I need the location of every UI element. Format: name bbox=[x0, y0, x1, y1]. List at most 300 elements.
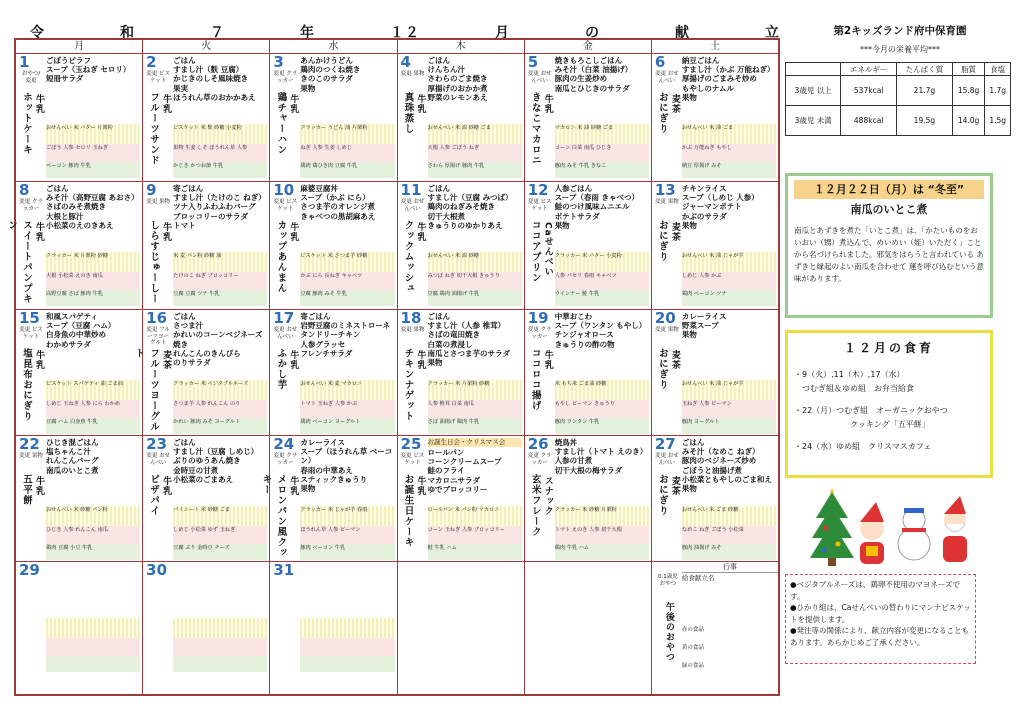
nutrition-value: 3歳児 未満 bbox=[786, 106, 841, 136]
day-number: 1 bbox=[19, 53, 30, 71]
event-banner: お誕生日会・クリスマス会 bbox=[428, 438, 522, 447]
lunch-item: 納豆ごはん bbox=[681, 56, 720, 65]
afternoon-snack: フルーツサンド bbox=[148, 92, 160, 166]
lunch-item: 焼きもろこしごはん bbox=[554, 56, 623, 65]
header-char: 献 bbox=[675, 25, 690, 41]
afternoon-snack: 塩昆布おにぎり bbox=[21, 348, 32, 422]
day-number: 12 bbox=[527, 181, 549, 199]
lunch-item: 白身魚の中華炒め bbox=[46, 330, 106, 340]
lunch-item: さつま芋のオレンジ煮 bbox=[300, 202, 375, 212]
lunch-item: すまし汁（豆腐 しめじ） bbox=[173, 447, 259, 457]
lunch-item: 野菜スープ bbox=[681, 321, 719, 331]
lunch-item: カレーライス bbox=[681, 312, 727, 321]
lunch-menu bbox=[428, 56, 522, 102]
nutrition-header-row bbox=[786, 63, 1011, 76]
lunch-item: 豚肉のベジネーズ炒め bbox=[681, 456, 757, 466]
lunch-item: スープ（春雨 きゃべつ） bbox=[554, 193, 640, 203]
lunch-item: すまし汁（豆腐 みつば） bbox=[427, 193, 513, 203]
santa-claus-icon bbox=[943, 496, 967, 562]
day-number: 15 bbox=[19, 309, 40, 327]
lunch-item: 果物 bbox=[300, 484, 316, 494]
ingredients-yellow: ビスケット スパゲティ 油 ごま油 bbox=[46, 380, 140, 400]
ingredients-green: 鶏肉 鶏ひき肉 豆腐 牛乳 bbox=[300, 162, 394, 178]
ingredients-yellow: ビスケット 米 さつま芋 砂糖 bbox=[300, 252, 394, 272]
snack-label: 変更 果物 bbox=[654, 327, 679, 333]
header-char: 立 bbox=[765, 25, 780, 41]
lunch-item: 鶏肉のねぎみそ焼き bbox=[427, 202, 496, 212]
ingredients-red: さつま芋 人参 れんこん のり bbox=[173, 400, 267, 418]
food-education-item: ・22（月）つむぎ組 オーガニックおやつ クッキング「五平餅」 bbox=[794, 406, 948, 429]
nutrition-value: 14.0g bbox=[952, 106, 985, 136]
ingredients-yellow: マカロニ 米 油 砂糖 ごま bbox=[555, 124, 649, 144]
day-cell bbox=[525, 310, 652, 435]
afternoon-snack: クックムッシュ bbox=[402, 220, 414, 294]
day-cell bbox=[525, 562, 652, 696]
band-green bbox=[46, 656, 140, 672]
header-char: の bbox=[585, 25, 600, 41]
lunch-item: 焼鳥丼 bbox=[554, 438, 578, 447]
lunch-item: れんこんバーグ bbox=[46, 456, 99, 466]
lunch-item: けんちん汁 bbox=[427, 65, 466, 75]
lunch-item: 果物 bbox=[681, 484, 697, 494]
lunch-item: 寄ごはん bbox=[173, 184, 204, 193]
afternoon-snack: 鶏チャーハン bbox=[275, 92, 287, 155]
week-row bbox=[16, 54, 778, 182]
day-cell bbox=[525, 54, 652, 181]
header-char: 和 bbox=[120, 25, 135, 41]
lunch-item: 鮭のフライ bbox=[427, 466, 465, 476]
lunch-item: 果物 bbox=[681, 330, 697, 340]
day-cell bbox=[6, 181, 143, 309]
infant-snack-label: 0.1歳児 おやつ bbox=[657, 574, 678, 587]
lunch-item: 南瓜とさつま芋のサラダ bbox=[427, 348, 510, 358]
lunch-menu bbox=[173, 312, 267, 367]
lunch-item: みそ汁（白菜 油揚げ） bbox=[554, 65, 633, 75]
page-header bbox=[30, 22, 780, 41]
lunch-menu bbox=[46, 56, 140, 84]
lunch-item: 小松菜のごまあえ bbox=[173, 474, 234, 484]
ingredients-yellow: おせんべい 米 油 砂糖 bbox=[428, 252, 522, 272]
day-cell bbox=[652, 562, 778, 696]
nutrition-row bbox=[786, 76, 1011, 106]
band-red bbox=[46, 638, 140, 656]
ingredients-red: かぶ 万能ねぎ もやし bbox=[682, 144, 776, 162]
food-education-list bbox=[794, 368, 984, 454]
toji-subtitle: 南瓜のいとこ煮 bbox=[850, 203, 928, 216]
day-cell bbox=[16, 310, 143, 435]
lunch-item: 厚揚げのごまみそ炒め bbox=[681, 74, 757, 84]
snack-label: 変更 クラッカー bbox=[273, 453, 298, 466]
day-number: 4 bbox=[400, 53, 411, 71]
ingredients-yellow: おせんべい 米 油 砂糖 ごま bbox=[428, 124, 522, 144]
day-cell bbox=[652, 310, 778, 435]
ingredients-red: しめじ 小松菜 ゆず 玉ねぎ bbox=[173, 526, 267, 544]
weekday-header-row bbox=[16, 40, 778, 54]
day-number: 6 bbox=[654, 53, 666, 71]
lunch-menu bbox=[428, 184, 522, 230]
lunch-item: ごはん bbox=[46, 184, 69, 193]
ingredients-yellow: おせんべい 米 ごま 砂糖 bbox=[682, 506, 776, 526]
ingredients-yellow: クラッカー 米 じゃが芋 春雨 bbox=[300, 506, 394, 526]
afternoon-snack: ココアプリン bbox=[529, 220, 541, 283]
ingredients-red: みつば ねぎ 切干大根 きゅうり bbox=[428, 272, 522, 290]
nutrition-header: 脂質 bbox=[952, 63, 985, 76]
snack-label: 変更 おせんべい bbox=[655, 71, 679, 84]
lunch-item: ごはん bbox=[427, 56, 451, 65]
food-group-label: 緑の食品 bbox=[681, 663, 704, 669]
lunch-item: かれいのコーンベジネーズ焼き bbox=[173, 330, 263, 349]
ingredients-green: 豚肉 みそ 牛乳 きなこ bbox=[555, 162, 649, 178]
day-number: 13 bbox=[654, 181, 676, 199]
snack-drink: 麦茶 bbox=[669, 350, 680, 370]
afternoon-snack: チキンナゲット bbox=[402, 348, 414, 422]
lunch-item: ひじき混ごはん bbox=[46, 438, 99, 447]
day-cell bbox=[398, 310, 525, 435]
day-cell bbox=[652, 182, 778, 309]
lunch-item: 人参ごはん bbox=[554, 184, 593, 193]
band-green bbox=[300, 656, 394, 672]
day-number: 24 bbox=[273, 435, 295, 453]
snack-drink: 牛乳 bbox=[161, 222, 172, 242]
ingredients-green: 豚肉 ワンタン 牛乳 bbox=[555, 418, 649, 434]
lunch-item: 人参の甘煮 bbox=[554, 456, 593, 466]
lunch-item: スープ（豆腐 ハム） bbox=[46, 321, 116, 331]
snack-drink: 牛乳 bbox=[288, 222, 299, 242]
afternoon-snack: おにぎり bbox=[656, 220, 668, 262]
ingredients-red: トマト えのき 人参 切干大根 bbox=[555, 526, 649, 544]
header-char: 月 bbox=[495, 25, 510, 41]
lunch-item: フレンチサラダ bbox=[300, 348, 353, 358]
weekday-header: 火 bbox=[143, 40, 270, 53]
day-number: 17 bbox=[273, 309, 295, 327]
lunch-item: ごぼうピラフ bbox=[46, 56, 91, 65]
day-cell bbox=[133, 309, 270, 435]
ingredients-green: ベーコン 豚肉 牛乳 bbox=[46, 162, 140, 178]
afternoon-snack: ピザパイ bbox=[148, 474, 160, 516]
day-cell bbox=[270, 54, 397, 181]
afternoon-snack-label: 午後のおやつ bbox=[663, 602, 674, 662]
lunch-item: スープ（ほうれん草 ベーコン） bbox=[300, 447, 393, 466]
nutrition-header: たんぱく質 bbox=[897, 63, 953, 76]
ingredients-green: 納豆 厚揚げ みそ bbox=[682, 162, 776, 178]
lunch-item: わかめサラダ bbox=[46, 339, 91, 349]
lunch-item: さばのみそ煮焼き bbox=[46, 202, 106, 212]
ingredients-yellow: ロールパン 米 パン粉 マカロニ bbox=[428, 506, 522, 526]
snack-label: 変更 おせんべい bbox=[655, 453, 679, 466]
nutrition-header bbox=[786, 63, 841, 76]
ingredients-red: 人参 パセリ 春雨 キャベツ bbox=[555, 272, 649, 290]
snack-label: 変更 クラッカー bbox=[19, 199, 43, 212]
lunch-menu bbox=[682, 56, 776, 102]
snack-drink: 牛乳 bbox=[415, 222, 426, 242]
nutrition-value: 3歳児 以上 bbox=[786, 76, 841, 106]
afternoon-snack: きなこマカロニ bbox=[529, 92, 541, 166]
lunch-item: れんこんのきんぴら bbox=[173, 348, 241, 358]
lunch-item: 果物 bbox=[681, 92, 697, 102]
lunch-item: ごはん bbox=[681, 438, 705, 447]
lunch-menu bbox=[682, 312, 776, 340]
lunch-item: チンジャオロース bbox=[554, 330, 614, 340]
lunch-item: 寄ごはん bbox=[300, 312, 331, 321]
lunch-item: ツナ入りふわふわバーグ bbox=[173, 202, 256, 212]
day-number: 25 bbox=[400, 435, 422, 453]
lunch-item: かぶのサラダ bbox=[681, 211, 727, 221]
ingredients-red: 玉ねぎ 人参 ピーマン bbox=[682, 400, 776, 418]
lunch-item: すまし汁（たけのこ ねぎ） bbox=[173, 193, 266, 203]
lunch-menu bbox=[300, 184, 394, 221]
afternoon-snack: スイートパンプキン bbox=[6, 220, 32, 304]
lunch-item: マカロニサラダ bbox=[427, 475, 480, 485]
toji-info-box bbox=[785, 173, 993, 318]
day-number: 11 bbox=[400, 181, 422, 199]
ingredients-red: ひじき 人参 れんこん 南瓜 bbox=[46, 526, 140, 544]
lunch-item: 切干大根の梅サラダ bbox=[554, 465, 623, 475]
header-char: １２ bbox=[390, 25, 420, 41]
day-number: 3 bbox=[273, 53, 284, 71]
snack-drink: 麦茶 bbox=[669, 476, 680, 496]
day-number: 23 bbox=[146, 435, 168, 453]
lunch-item: 金時豆の甘煮 bbox=[173, 465, 219, 475]
afternoon-snack: 五平餅 bbox=[21, 474, 32, 506]
ingredients-yellow: クラッカー 米 砂糖 片栗粉 bbox=[555, 506, 649, 526]
ingredients-green: 豚肉 ベーコン 牛乳 bbox=[300, 544, 394, 560]
ingredients-red: もやし ピーマン きゅうり bbox=[555, 400, 649, 418]
lunch-menu bbox=[46, 184, 140, 230]
lunch-menu bbox=[300, 312, 394, 358]
food-group-label: 黄の食品 bbox=[681, 645, 704, 651]
weekday-header: 月 bbox=[16, 40, 143, 53]
ingredients-red: 人参 椎茸 白菜 南瓜 bbox=[428, 400, 522, 418]
snack-drink: 牛乳 bbox=[415, 476, 426, 496]
snack-drink: 牛乳 bbox=[415, 94, 426, 114]
ingredients-green: 豆腐 豆腐 ツナ 牛乳 bbox=[173, 290, 267, 306]
lunch-item: 岩野豆腐のミネストローネ bbox=[300, 321, 390, 331]
nutrition-value: 1.5g bbox=[985, 106, 1011, 136]
weekday-header: 土 bbox=[709, 41, 720, 52]
ingredients-green: 鶏肉 ベーコン ツナ bbox=[682, 290, 776, 306]
notes-box bbox=[785, 574, 976, 664]
lunch-item: ごぼうと油揚げ煮 bbox=[681, 465, 742, 475]
snack-drink: Caせんべい bbox=[542, 222, 553, 277]
snack-drink: 牛乳 bbox=[288, 94, 299, 114]
day-cell bbox=[398, 562, 525, 696]
day-number: 8 bbox=[19, 181, 30, 199]
ingredients-red: たけのこ ねぎ ブロッコリー bbox=[173, 272, 267, 290]
header-char: 年 bbox=[300, 25, 315, 41]
snack-label: 変更 ビスケット bbox=[19, 327, 43, 340]
ingredients-green: 高野豆腐 さば 豚肉 牛乳 bbox=[46, 290, 140, 306]
lunch-item: もやしのナムル bbox=[681, 83, 734, 93]
afternoon-snack: おにぎり bbox=[656, 474, 668, 516]
day-cell bbox=[398, 436, 525, 561]
day-cell bbox=[652, 436, 778, 561]
day-cell bbox=[398, 182, 525, 309]
snack-drink: 牛乳 bbox=[161, 476, 172, 496]
lunch-menu bbox=[555, 312, 649, 349]
lunch-item: ジャーマンポテト bbox=[681, 202, 742, 212]
lunch-item: あんかけうどん bbox=[300, 56, 353, 65]
afternoon-snack: 玄米フレーク bbox=[529, 474, 541, 537]
lunch-item: タンドリーチキン bbox=[300, 330, 361, 340]
lunch-item: 塩ちゃんこ汁 bbox=[46, 447, 91, 457]
ingredients-yellow: 米 麦 パン粉 砂糖 油 bbox=[173, 252, 267, 272]
lunch-item: さばの竜田焼き bbox=[427, 330, 481, 340]
lunch-item: すまし汁（人参 椎茸） bbox=[427, 321, 506, 331]
lunch-item: きゅうりの酢の物 bbox=[554, 339, 615, 349]
day-cell bbox=[652, 54, 778, 181]
lunch-item: 南瓜とひじきのサラダ bbox=[554, 83, 630, 93]
lunch-menu bbox=[300, 438, 394, 493]
snack-drink: 牛乳 bbox=[34, 476, 44, 496]
lunch-item: 果物 bbox=[427, 358, 443, 368]
snack-drink: 牛乳 bbox=[34, 350, 44, 370]
lunch-item: ゆでブロッコリー bbox=[427, 484, 488, 494]
ingredients-yellow: クラッカー 米 ベジタブルネーズ bbox=[173, 380, 267, 400]
ingredients-yellow: クラッカー 米 バター 小麦粉 bbox=[555, 252, 649, 272]
snack-drink: 牛乳 bbox=[415, 350, 426, 370]
lunch-item: 小松菜のえのきあえ bbox=[46, 220, 114, 230]
lunch-menu bbox=[46, 312, 140, 349]
ingredients-green: 豆腐 ハム 白身魚 牛乳 bbox=[46, 418, 140, 434]
snack-drink: 牛乳 bbox=[34, 94, 44, 114]
afternoon-snack: ホットケーキ bbox=[21, 92, 32, 155]
weekday-header: 木 bbox=[398, 40, 525, 53]
afternoon-snack: お誕生日ケーキ bbox=[402, 474, 414, 548]
nutrition-value: 19.5g bbox=[897, 106, 953, 136]
day-cell bbox=[16, 436, 143, 561]
snack-label: 変更 クラッカー bbox=[527, 453, 552, 466]
band-yellow bbox=[46, 618, 140, 638]
lunch-menu bbox=[173, 56, 267, 102]
lunch-item: 厚揚げのおかか煮 bbox=[427, 83, 488, 93]
lunch-menu bbox=[173, 438, 267, 484]
lunch-item: 野菜のレモンあえ bbox=[427, 92, 488, 102]
lunch-item: スープ（ワンタン もやし） bbox=[554, 321, 647, 331]
ingredients-yellow: クラッカー 米 片栗粉 砂糖 bbox=[46, 252, 140, 272]
toji-title: １２月２２日（月）は “冬至” bbox=[794, 180, 984, 199]
lunch-item: のりサラダ bbox=[173, 358, 211, 368]
lunch-item: 麻婆豆腐丼 bbox=[300, 184, 338, 193]
lunch-menu bbox=[46, 438, 140, 475]
day-cell bbox=[270, 310, 397, 435]
lunch-item: 果実 bbox=[173, 83, 189, 93]
afternoon-snack: メロンパン風クッキー bbox=[260, 474, 287, 558]
snack-label: 変更 クラッカー bbox=[273, 71, 298, 84]
week-row bbox=[16, 562, 778, 696]
lunch-item: トマト bbox=[173, 220, 196, 230]
lunch-item: スティックきゅうり bbox=[300, 474, 368, 484]
ingredients-red: かぶ にら 長ねぎ キャベツ bbox=[300, 272, 394, 290]
food-education-item: ・24（水）ゆめ組 クリスマスカフェ bbox=[794, 442, 932, 451]
day-cell bbox=[525, 436, 652, 561]
ingredients-green: さば 油揚げ 鶏肉 牛乳 bbox=[428, 418, 522, 434]
lunch-item: ごはん bbox=[427, 312, 451, 321]
day-cell bbox=[525, 182, 652, 309]
week-row bbox=[16, 310, 778, 436]
ingredients-red: 大根 小松菜 えのき 南瓜 bbox=[46, 272, 140, 290]
nutrition-value: 1.7g bbox=[985, 76, 1011, 106]
snowman-icon bbox=[898, 508, 930, 560]
day-cell bbox=[16, 562, 143, 696]
ingredients-green: 豆腐 鶏肉 油揚げ 牛乳 bbox=[428, 290, 522, 306]
week-row bbox=[6, 181, 778, 310]
nutrition-value: 488kcal bbox=[841, 106, 897, 136]
day-number: 26 bbox=[527, 435, 549, 453]
ingredients-green: かじき かつお節 牛乳 bbox=[173, 162, 267, 178]
lunch-item: 果物 bbox=[300, 83, 316, 93]
afternoon-snack: おにぎり bbox=[656, 92, 668, 134]
day-number: 22 bbox=[19, 435, 40, 453]
ingredients-green: 豚肉 油揚げ みそ bbox=[682, 544, 776, 560]
lunch-item: ごはん bbox=[173, 56, 196, 65]
day-number: 9 bbox=[146, 181, 157, 199]
ingredients-yellow: おせんべい 米 油 じゃが芋 bbox=[682, 380, 776, 400]
day-number: 19 bbox=[527, 309, 549, 327]
lunch-menu bbox=[428, 448, 522, 494]
lunch-item: きゅうりのゆかりあえ bbox=[427, 220, 503, 230]
ingredients-red: なめこ ねぎ ごぼう 小松菜 bbox=[682, 526, 776, 544]
snack-drink: 牛乳 bbox=[288, 476, 299, 496]
lunch-item: ごはん bbox=[173, 438, 196, 447]
snack-label: 変更 おせんべい bbox=[527, 71, 552, 84]
ingredients-green: 豆腐 豚肉 みそ 牛乳 bbox=[300, 290, 394, 306]
lunch-item: ロールパン bbox=[427, 448, 465, 457]
snack-label: 変更 果物 bbox=[400, 71, 425, 77]
nutrition-value: 15.8g bbox=[952, 76, 985, 106]
band-yellow bbox=[300, 618, 394, 638]
nutrition-row bbox=[786, 106, 1011, 136]
day-cell bbox=[143, 562, 270, 696]
day-number: 20 bbox=[654, 309, 676, 327]
band-yellow bbox=[173, 618, 267, 638]
day-number: 5 bbox=[527, 53, 539, 71]
toji-body: 南瓜とあずきを煮た「いとこ煮」は、「かたいものをおいおい（甥）煮込んで、めいめい（姪）いただく」ことから名づけられました。邪気をはらうと言われている あずきと縁起のよい南瓜を合わせて 運を呼び込むという意味があります。 bbox=[794, 226, 984, 283]
afternoon-snack: フルーツヨーグルト bbox=[133, 348, 160, 432]
ingredients-green: 鶏肉 ベーコン ヨーグルト bbox=[300, 418, 394, 434]
day-number: 30 bbox=[146, 561, 168, 579]
ingredients-red: しめじ 人参 かぶ bbox=[682, 272, 776, 290]
lunch-item: ほうれん草のおかかあえ bbox=[173, 92, 256, 102]
snack-drink: 牛乳 bbox=[542, 350, 553, 370]
ingredients-yellow: クラッカー うどん 油 片栗粉 bbox=[300, 124, 394, 144]
day-cell bbox=[260, 435, 397, 561]
snack-drink: 麦茶 bbox=[669, 222, 680, 242]
lunch-item: すまし汁（かぶ 万能ねぎ） bbox=[681, 65, 775, 75]
lunch-item: 和風スパゲティ bbox=[46, 312, 98, 321]
afternoon-snack: しらすじゅーしー bbox=[148, 220, 160, 304]
ingredients-red: コーン 白菜 南瓜 ひじき bbox=[555, 144, 649, 162]
ingredients-yellow: おせんべい 米 油 じゃが芋 bbox=[682, 252, 776, 272]
ingredients-yellow: ビスケット 米 麩 砂糖 小麦粉 bbox=[173, 124, 267, 144]
afternoon-snack: おにぎり bbox=[656, 348, 668, 390]
afternoon-snack: 真珠蒸し bbox=[402, 92, 414, 134]
header-char: ７ bbox=[210, 25, 225, 41]
lunch-item: スープ（かぶ にら） bbox=[300, 193, 370, 203]
day-number: 31 bbox=[273, 561, 295, 579]
header-char: 令 bbox=[30, 25, 45, 41]
snack-label: 変更 おせんべい bbox=[400, 199, 425, 212]
food-education-item: ・9（火）,11（木）,17（水） つむぎ組＆ゆめ組 お弁当給食 bbox=[794, 370, 914, 393]
lunch-menu bbox=[300, 56, 394, 93]
snack-label: 変更 果物 bbox=[19, 453, 43, 459]
note-item: ●ひかり組は、Caせんべいの替わりにマンナビスケットを提供します。 bbox=[790, 603, 971, 624]
lunch-item: 白菜の煮浸し bbox=[427, 339, 473, 349]
ingredients-red: コーン 玉ねぎ 人参 ブロッコリー bbox=[428, 526, 522, 544]
snack-drink: 麦茶 bbox=[669, 94, 680, 114]
lunch-name-label: 給食献立名 bbox=[681, 574, 715, 582]
ingredients-yellow: 米 もち米 ごま油 砂糖 bbox=[555, 380, 649, 400]
snack-label: 変更 果物 bbox=[146, 199, 171, 205]
